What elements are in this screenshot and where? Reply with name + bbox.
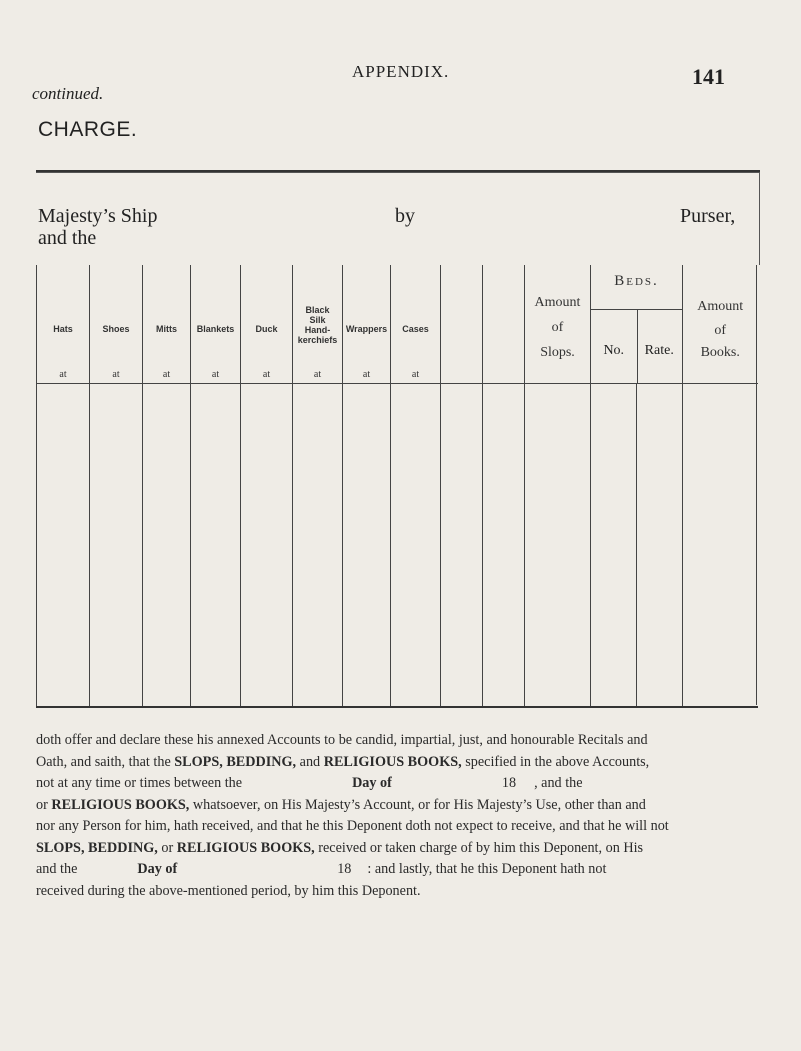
running-header: APPENDIX.: [352, 62, 450, 81]
cell-cases: [391, 384, 441, 708]
text-line: doth offer and declare these his annexed Accounts to be candid, impartial, just, and honourable Recitals and: [36, 732, 648, 748]
cell-wrappers: [343, 384, 391, 708]
text-line: SLOPS, BEDDING, or RELIGIOUS BOOKS, received or taken charge of by him this Deponent, on His: [36, 839, 644, 856]
cell-amount-slops: [525, 384, 591, 708]
text-line: or RELIGIOUS BOOKS, whatsoever, on His Majesty’s Account, or for His Majesty’s Use, other than and: [36, 796, 646, 813]
cell-shoes: [90, 384, 143, 708]
and-the-label: and the: [38, 227, 97, 249]
purser-label: Purser,: [680, 205, 736, 227]
cell-hats: [37, 384, 90, 708]
cell-mitts: [143, 384, 191, 708]
text-line: not at any time or times between the Day of 18 , and the: [36, 775, 583, 791]
text-line: and the Day of 18 : and lastly, that he this Deponent hath not: [36, 861, 607, 877]
by-label: by: [395, 205, 415, 227]
beds-rate-label: Rate.: [644, 343, 674, 358]
cell-handkerchiefs: [293, 384, 343, 708]
cell-beds-rate: [637, 384, 683, 708]
col-cases: Cases at: [391, 265, 441, 384]
cell-duck: [241, 384, 293, 708]
col-amount-books: Amount of Books.: [683, 265, 758, 384]
col-hats: Hats at: [37, 265, 90, 384]
cell-blank-2: [483, 384, 525, 708]
col-blank-1: [441, 265, 483, 384]
col-shoes: Shoes at: [90, 265, 143, 384]
text-line: Oath, and saith, that the SLOPS, BEDDING, and RELIGIOUS BOOKS, specified in the above Accounts,: [36, 753, 650, 770]
col-wrappers: Wrappers at: [343, 265, 391, 384]
cell-amount-books: [683, 384, 758, 708]
cell-blank-1: [441, 384, 483, 708]
col-duck: Duck at: [241, 265, 293, 384]
affidavit-text: [36, 730, 762, 902]
top-rule-thin: [36, 172, 760, 173]
col-beds: Beds. No. Rate.: [591, 265, 683, 384]
col-blank-2: [483, 265, 525, 384]
continued-label: continued.: [32, 84, 104, 103]
page-number: 141: [692, 64, 725, 89]
cell-blankets: [191, 384, 241, 708]
charge-table: [36, 265, 758, 708]
beds-no-label: No.: [603, 343, 625, 358]
text-line: nor any Person for him, hath received, and that he this Deponent doth not expect to receive, and that he will not: [36, 818, 669, 834]
text-line: received during the above-mentioned period, by him this Deponent.: [36, 882, 421, 899]
section-title: CHARGE.: [38, 118, 138, 141]
right-rule: [759, 172, 760, 265]
col-black-silk-handkerchiefs: Black Silk Hand- kerchiefs at: [293, 265, 343, 384]
col-amount-slops: Amount of Slops.: [525, 265, 591, 384]
cell-beds-no: [591, 384, 637, 708]
col-mitts: Mitts at: [143, 265, 191, 384]
col-blankets: Blankets at: [191, 265, 241, 384]
ship-label: Majesty’s Ship: [38, 205, 158, 227]
